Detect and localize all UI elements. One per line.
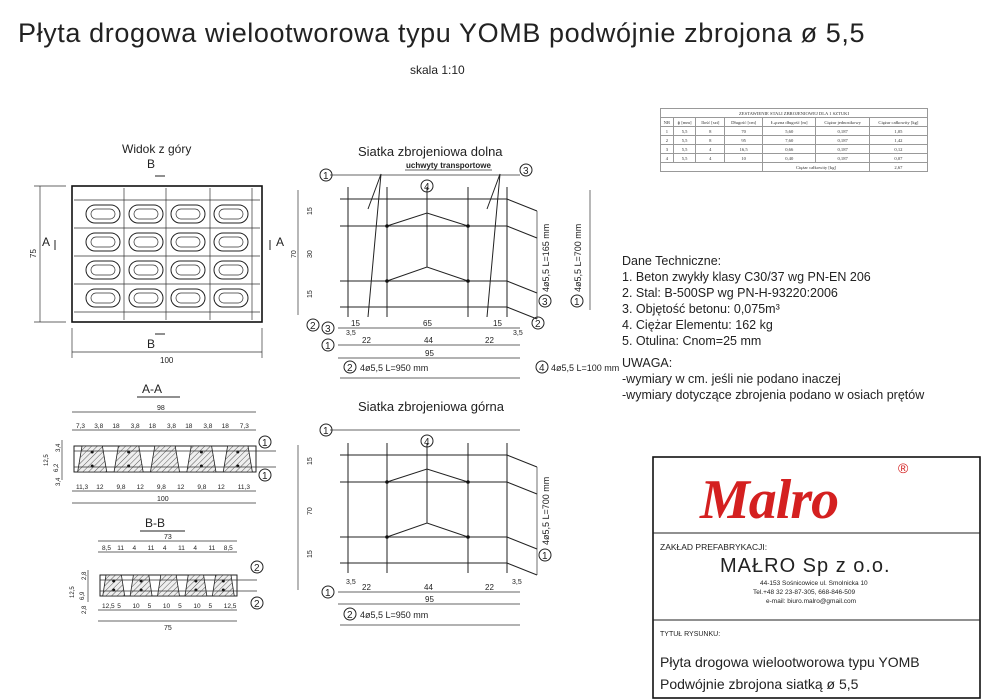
dim: 11 xyxy=(117,545,124,552)
tech-item: 5. Otulina: Cnom=25 mm xyxy=(622,334,762,348)
weld xyxy=(385,279,389,283)
dim: 8,5 xyxy=(223,545,233,552)
dim: 12,5 xyxy=(102,603,115,610)
marker-1: 1 xyxy=(325,588,331,599)
bar-3-label: 4ø5,5 L=165 mm xyxy=(541,223,551,292)
hole-inner xyxy=(91,209,115,219)
warning-item: -wymiary w cm. jeśli nie podano inaczej xyxy=(622,372,841,386)
dim: 12,5 xyxy=(44,454,50,466)
top-mesh-title: Siatka zbrojeniowa górna xyxy=(358,399,504,414)
table-cell: 1,05 xyxy=(869,127,927,136)
column-header: ɸ [mm] xyxy=(673,118,696,127)
dim: 15 xyxy=(307,290,314,298)
column-header: Ciężar całkowity [kg] xyxy=(869,118,927,127)
bar-1-label: 4ø5,5 L=700 mm xyxy=(541,476,551,545)
table-cell: 5,60 xyxy=(763,127,816,136)
hole-inner xyxy=(134,293,158,303)
hole-inner xyxy=(91,265,115,275)
dim: 11 xyxy=(208,545,216,552)
table-cell: 0,187 xyxy=(816,136,869,145)
marker-2: 2 xyxy=(310,321,316,332)
hole-inner xyxy=(176,293,200,303)
bar-1-label: 4ø5,5 L=700 mm xyxy=(573,223,583,292)
top-view xyxy=(29,142,284,365)
section-aa xyxy=(44,382,276,503)
table-cell: 70 xyxy=(725,127,763,136)
dim: 3,8 xyxy=(167,423,177,430)
dim: 3,4 xyxy=(56,477,62,486)
dim: 11 xyxy=(178,545,185,552)
dim: 44 xyxy=(424,336,433,345)
transport-handle xyxy=(368,174,381,317)
dim: 15 xyxy=(493,319,502,328)
table-cell: 0,12 xyxy=(869,145,927,154)
rebar-2-bend xyxy=(507,307,537,319)
marker-4: 4 xyxy=(424,437,430,448)
rebar-2-bend xyxy=(507,226,537,238)
table-cell: 2 xyxy=(661,136,674,145)
rebar-2-bend xyxy=(507,199,537,211)
dim: 6,2 xyxy=(54,463,60,472)
hole-inner xyxy=(219,237,243,247)
dim: 22 xyxy=(362,583,371,592)
hole-inner xyxy=(219,293,243,303)
weld xyxy=(466,535,470,539)
marker-1: 1 xyxy=(542,551,548,562)
column-header: Ilość [szt] xyxy=(696,118,725,127)
dim: 6,9 xyxy=(80,591,86,600)
dim: 12 xyxy=(136,484,144,491)
table-cell: 0,187 xyxy=(816,127,869,136)
dim: 4 xyxy=(193,545,197,552)
company-address: 44-153 Sośnicowice ul. Smolnicka 10 xyxy=(760,580,868,587)
rebar-2-bend xyxy=(507,537,537,549)
dim: 22 xyxy=(362,336,371,345)
drawing-title-line-1: Płyta drogowa wielootworowa typu YOMB xyxy=(660,654,920,670)
marker-1: 1 xyxy=(323,426,329,437)
hole-inner xyxy=(219,265,243,275)
concrete-rib xyxy=(212,575,234,596)
marker-1: 1 xyxy=(262,438,268,449)
dim: 3,8 xyxy=(130,423,140,430)
section-b-top: B xyxy=(147,157,156,171)
column-header: NR xyxy=(661,118,674,127)
table-row xyxy=(661,145,928,154)
table-cell: 5,5 xyxy=(673,154,696,163)
marker-4: 4 xyxy=(539,363,545,374)
marker-2: 2 xyxy=(535,319,541,330)
table-cell: 0,187 xyxy=(816,154,869,163)
table-row xyxy=(661,127,928,136)
table-cell: 10 xyxy=(725,154,763,163)
table-cell: 5,5 xyxy=(673,136,696,145)
marker-2: 2 xyxy=(254,599,260,610)
weld xyxy=(385,480,389,484)
table-cell: 0,40 xyxy=(763,154,816,163)
malro-logo: Malro xyxy=(700,469,839,531)
weld xyxy=(385,535,389,539)
hole-inner xyxy=(134,265,158,275)
dim: 7,3 xyxy=(239,423,249,430)
section-bb-title: B-B xyxy=(145,516,166,530)
table-cell: 1 xyxy=(661,127,674,136)
total-label: Ciężar całkowity [kg] xyxy=(763,163,870,172)
dim: 5 xyxy=(117,603,121,610)
table-cell: 8 xyxy=(696,136,725,145)
hole-inner xyxy=(176,237,200,247)
dim: 95 xyxy=(425,349,434,358)
rebar-2-bend xyxy=(507,281,537,293)
dim: 10 xyxy=(193,603,201,610)
transport-handle xyxy=(487,174,500,317)
table-cell: 5,5 xyxy=(673,127,696,136)
dim: 22 xyxy=(485,583,494,592)
dim: 2,8 xyxy=(82,605,88,614)
rebar-4 xyxy=(387,523,468,537)
dim: 22 xyxy=(485,336,494,345)
section-b-bottom: B xyxy=(147,337,156,351)
steel-table-title: ZESTAWIENIE STALI ZBROJENIOWEJ DLA 1 SZTUKI xyxy=(661,109,928,118)
tech-item: 4. Ciężar Elementu: 162 kg xyxy=(622,318,773,332)
dim: 12 xyxy=(96,484,104,491)
drawing-title-label: TYTUŁ RYSUNKU: xyxy=(660,631,721,638)
tech-data-heading: Dane Techniczne: xyxy=(622,254,722,268)
bottom-mesh xyxy=(291,144,619,378)
hole-inner xyxy=(91,293,115,303)
section-a-right: A xyxy=(276,235,285,249)
column-header: Łączna długość [m] xyxy=(763,118,816,127)
marker-2: 2 xyxy=(347,610,353,621)
dim: 9,8 xyxy=(197,484,207,491)
concrete-rib xyxy=(187,446,216,472)
concrete-rib xyxy=(185,575,207,596)
registered-mark: ® xyxy=(898,460,909,476)
dim: 5 xyxy=(147,603,152,610)
table-cell: 4 xyxy=(696,154,725,163)
table-cell: 7,60 xyxy=(763,136,816,145)
top-view-dim-height: 75 xyxy=(29,249,38,258)
concrete-rib xyxy=(150,446,179,472)
marker-2: 2 xyxy=(254,563,260,574)
dim: 18 xyxy=(221,423,229,430)
dim: 44 xyxy=(424,583,433,592)
hole-inner xyxy=(134,237,158,247)
dim: 15 xyxy=(351,319,360,328)
table-cell: 4 xyxy=(661,154,674,163)
dim: 11,3 xyxy=(237,484,250,491)
rebar-2-bend xyxy=(507,563,537,575)
dim: 30 xyxy=(307,250,314,258)
marker-4: 4 xyxy=(424,182,430,193)
top-view-dim-width: 100 xyxy=(160,356,174,365)
dim: 9,8 xyxy=(116,484,126,491)
dim: 12 xyxy=(177,484,185,491)
concrete-rib xyxy=(130,575,152,596)
table-cell: 3 xyxy=(661,145,674,154)
dim: 5 xyxy=(208,603,213,610)
dim: 3,4 xyxy=(56,443,62,452)
rebar-4 xyxy=(387,267,468,281)
scale-label: skala 1:10 xyxy=(410,63,465,77)
dim: 7,3 xyxy=(76,423,86,430)
dim: 15 xyxy=(307,550,314,558)
marker-3: 3 xyxy=(325,324,331,335)
concrete-rib xyxy=(78,446,107,472)
handles-label: uchwyty transportowe xyxy=(406,161,491,170)
dim: 4 xyxy=(162,545,167,552)
concrete-rib xyxy=(103,575,125,596)
dim: 100 xyxy=(157,496,169,503)
section-a-left: A xyxy=(42,235,51,249)
drawing-title-line-2: Podwójnie zbrojona siatką ø 5,5 xyxy=(660,676,859,692)
dim: 73 xyxy=(164,534,172,541)
marker-3: 3 xyxy=(523,166,529,177)
dim: 9,8 xyxy=(156,484,166,491)
bar-4-label: 4ø5,5 L=100 mm xyxy=(551,363,620,373)
tech-data xyxy=(622,254,925,402)
dim: 65 xyxy=(423,319,432,328)
weld xyxy=(385,224,389,228)
table-cell: 0,07 xyxy=(869,154,927,163)
marker-2: 2 xyxy=(347,363,353,374)
dim: 3,5 xyxy=(512,579,522,586)
dim: 98 xyxy=(157,405,165,412)
bar-2-label: 4ø5,5 L=950 mm xyxy=(360,363,429,373)
section-bb xyxy=(70,516,263,632)
concrete-rib xyxy=(114,446,143,472)
table-row xyxy=(661,154,928,163)
dim: 3,5 xyxy=(346,330,356,337)
top-view-title: Widok z góry xyxy=(122,142,192,156)
dim: 15 xyxy=(307,207,314,215)
company-phone: Tel.+48 32 23-87-305, 668-846-509 xyxy=(753,589,856,596)
concrete-rib xyxy=(223,446,252,472)
title-block xyxy=(653,457,980,698)
concrete-rib xyxy=(158,575,180,596)
table-cell: 95 xyxy=(725,136,763,145)
plant-label: ZAKŁAD PREFABRYKACJI: xyxy=(660,542,768,552)
weld xyxy=(466,279,470,283)
dim: 70 xyxy=(307,507,314,515)
dim: 12,5 xyxy=(223,603,237,610)
dim: 95 xyxy=(425,595,434,604)
column-header: Ciężar jednostkowy xyxy=(816,118,869,127)
dim: 3,5 xyxy=(346,579,356,586)
column-header: Długość [cm] xyxy=(725,118,763,127)
table-cell: 5,5 xyxy=(673,145,696,154)
dim: 3,5 xyxy=(513,330,523,337)
dim: 10 xyxy=(132,603,140,610)
bottom-mesh-title: Siatka zbrojeniowa dolna xyxy=(358,144,503,159)
company-email: e-mail: biuro.malro@gmail.com xyxy=(766,598,857,605)
dim: 12,5 xyxy=(70,586,76,598)
dim: 3,8 xyxy=(94,423,104,430)
table-cell: 4 xyxy=(696,145,725,154)
top-mesh xyxy=(298,399,551,625)
hole-inner xyxy=(176,265,200,275)
hole-inner xyxy=(219,209,243,219)
dim: 12 xyxy=(217,484,225,491)
dim: 3,8 xyxy=(203,423,213,430)
warning-item: -wymiary dotyczące zbrojenia podano w osiach prętów xyxy=(622,388,925,402)
company-name: MAŁRO Sp z o.o. xyxy=(720,555,891,577)
marker-1: 1 xyxy=(262,471,268,482)
drawing-title: Płyta drogowa wielootworowa typu YOMB podwójnie zbrojona ø 5,5 xyxy=(18,18,866,48)
marker-1: 1 xyxy=(323,171,329,182)
hole-inner xyxy=(176,209,200,219)
total-value: 2,67 xyxy=(869,163,927,172)
dim: 2,8 xyxy=(82,571,88,580)
tech-item: 2. Stal: B-500SP wg PN-H-93220:2006 xyxy=(622,286,838,300)
dim: 4 xyxy=(132,545,137,552)
table-cell: 8 xyxy=(696,127,725,136)
weld xyxy=(466,224,470,228)
warning-heading: UWAGA: xyxy=(622,356,673,370)
marker-1: 1 xyxy=(325,341,331,352)
marker-1: 1 xyxy=(574,297,580,308)
dim: 11 xyxy=(147,545,155,552)
hole-inner xyxy=(91,237,115,247)
dim: 8,5 xyxy=(102,545,112,552)
table-cell: 0,66 xyxy=(763,145,816,154)
rebar-2-bend xyxy=(507,455,537,467)
table-cell: 0,187 xyxy=(816,145,869,154)
weld xyxy=(466,480,470,484)
table-cell: 16,5 xyxy=(725,145,763,154)
dim: 15 xyxy=(307,457,314,465)
table-row xyxy=(661,136,928,145)
bar-2-label: 4ø5,5 L=950 mm xyxy=(360,610,429,620)
dim: 10 xyxy=(162,603,171,610)
dim: 18 xyxy=(185,423,193,430)
dim: 18 xyxy=(148,423,157,430)
marker-3: 3 xyxy=(542,297,548,308)
dim: 5 xyxy=(178,603,182,610)
dim: 70 xyxy=(291,250,298,258)
table-cell: 1,42 xyxy=(869,136,927,145)
steel-table xyxy=(660,108,928,172)
section-aa-title: A-A xyxy=(142,382,163,396)
tech-item: 3. Objętość betonu: 0,075m³ xyxy=(622,302,780,316)
dim: 75 xyxy=(164,625,172,632)
tech-item: 1. Beton zwykły klasy C30/37 wg PN-EN 206 xyxy=(622,270,871,284)
dim: 18 xyxy=(112,423,120,430)
hole-inner xyxy=(134,209,158,219)
dim: 11,3 xyxy=(76,484,89,491)
rebar-2-bend xyxy=(507,482,537,494)
